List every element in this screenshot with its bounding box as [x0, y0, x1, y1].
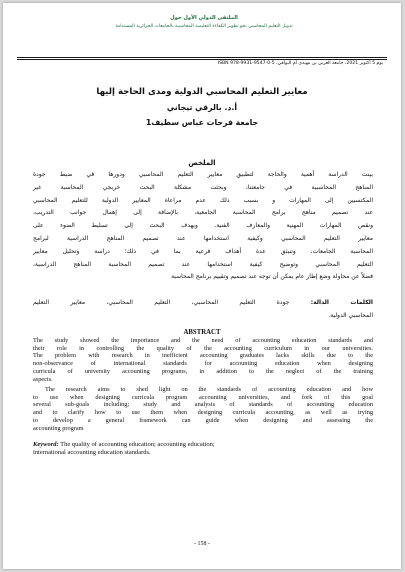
- keywords-ar-line: [33, 296, 373, 309]
- abstract-ar-line: المكتسبين إلى المهارات و بسبب ذلك عدم مراعاة المعايير الدولية للتعليم المحاسبي: [33, 196, 373, 204]
- conference-subtitle: تدويل التعليم المحاسبي نحو تطوير الكفاءة التعليمية المحاسبية بالجامعات الجزائرية المستدامة: [115, 24, 293, 29]
- conference-title: الملتقى الدولي الأول حول: [170, 15, 238, 21]
- keywords-en-label: Keyword:: [33, 441, 59, 448]
- keywords-en-text-2: international accounting education standards.: [33, 449, 151, 457]
- abstract-ar-line: التعليم المحاسبي وتوضيح كيفية استخدامها عند تصميم المحاسبة المناهج الدراسية،: [33, 260, 373, 268]
- abstract-ar-line: المحاسبة الجامعات، وتنبثق عدة أهداف فرعية بما في ذلك؛ دراسة وتحليل معايير: [33, 247, 373, 255]
- author-affiliation: جامعة فرحات عباس سطيف1: [145, 118, 259, 127]
- date-isbn-line: يوم 5 أكتوبر 2021، جامعة العربي بن مهيدي أم البواقي، ISBN 978-9931-9547-0-5: [217, 61, 383, 66]
- abstract-en-line: to use when designing curricula program accounting universities, and fork of this goal: [33, 393, 373, 401]
- article-title: معايير التعليم المحاسبي الدولية ومدى الحاجة إليها: [96, 87, 308, 97]
- author-name: أ.د. بالرقي تيجاني: [166, 103, 238, 112]
- abstract-en-line: curricula of university accounting programs, in addition to the neglect of the training: [33, 367, 373, 375]
- abstract-ar-line: معايير التعليم المحاسبي وكيفية استخدامها عند تصميم المناهج الدراسية لبرامج: [33, 234, 373, 242]
- keywords-ar-label: الكلمات الدالة:: [310, 299, 373, 306]
- abstract-en-line: The study showed the importance and the need of accounting education standards and: [33, 337, 373, 344]
- abstract-ar-body: [33, 169, 373, 284]
- conference-header: [67, 7, 341, 30]
- abstract-en-line: and to clarify how to use them when designing curricula accounting, as well as trying: [33, 409, 373, 417]
- abstract-en-line: The research aims to shed light on the standards of accounting education and how: [45, 386, 373, 393]
- abstract-ar-line: ونقص المهارات المهنية والمعارف الفنية. ويهدف البحث إلى تسليط الضوء على: [33, 222, 373, 230]
- abstract-en-para1: [33, 337, 373, 383]
- abstract-ar-line: عند تصميم مناهج برامج المحاسبة الجامعية، بالإضافة إلى إهمال جوانب التدريب،: [33, 209, 373, 217]
- abstract-en-line: to develop a general framework can guide when designing and assessing the: [33, 416, 373, 424]
- abstract-en-line: aspects.: [33, 375, 53, 383]
- header-rule: [17, 57, 387, 58]
- abstract-ar-line: بينت الدراسة أهمية والحاجة لتطبيق معايير التعليم المحاسبي ودورها في ضبط جودة: [33, 171, 373, 178]
- keywords-en: [33, 441, 373, 457]
- abstract-en-line: several sub-goals including; study and analysis of standards of accounting education: [33, 401, 373, 409]
- abstract-ar-line: فضلاً عن محاولة وضع إطار عام يمكن أن توجه عند تصميم وتقييم برنامج المحاسبة: [171, 273, 373, 281]
- document-page: [3, 3, 401, 569]
- keywords-en-line: [33, 441, 373, 449]
- keywords-ar-text-2: المحاسبي الدولية.: [328, 312, 373, 319]
- abstract-en-line: non-observance of international standards for accounting education when designing: [33, 360, 373, 368]
- abstract-en-line: their role in controlling the quality of the accounting curriculum in our universities.: [33, 344, 373, 352]
- abstract-ar-line: المناهج المحاسبية في جامعتنا، وبحثت مشكلة البحث خريجي المحاسبة غير: [33, 183, 373, 191]
- abstract-en-line: accounting program: [33, 424, 84, 432]
- abstract-en-heading: ABSTRACT: [183, 329, 221, 336]
- keywords-en-text: The quality of accounting education; accounting education;: [58, 441, 215, 448]
- page-number: - 158 -: [194, 541, 210, 547]
- abstract-en-line: The problem with research in inefficient accounting graduates lacks skills due to the: [33, 352, 373, 360]
- abstract-ar-heading: الملخص: [188, 159, 216, 167]
- keywords-ar: [33, 296, 373, 322]
- abstract-en-para2: [33, 386, 373, 432]
- keywords-ar-text: جودة التعليم المحاسبي، التعليم المحاسبي، معايير التعليم: [33, 299, 290, 306]
